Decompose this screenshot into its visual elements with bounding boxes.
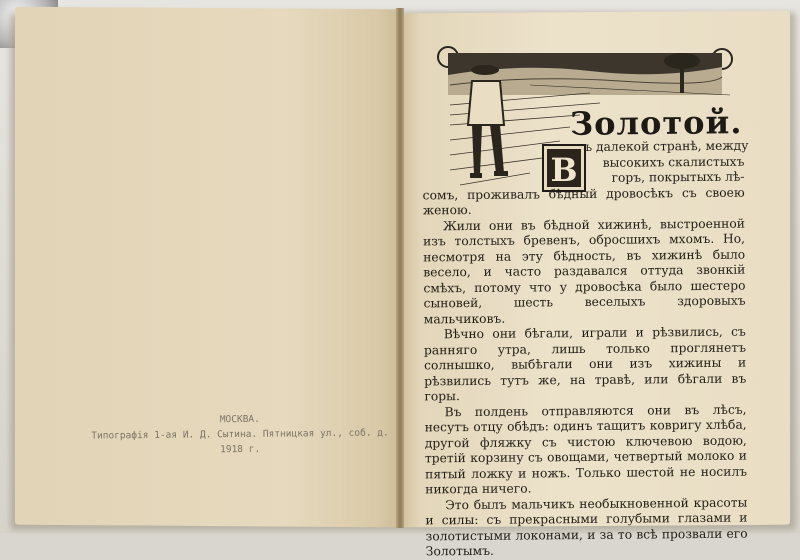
first-line-1: ъ далекой странѣ, между	[584, 138, 749, 154]
paragraph-4: Въ полдень отправляются они въ лѣсъ, несутъ отцу обѣдъ: одинъ тащитъ ковригу хлѣба, другой фляжку съ чистою ключевою водою, третій корзину съ овощами, четвертый молоко и пятый ложку и ножъ. Только шестой не носилъ никогда ничего.	[424, 402, 748, 497]
imprint-city: МОСКВА.	[219, 413, 260, 426]
drop-cap-letter: В	[550, 151, 578, 189]
first-line-2: высокихъ скалистыхъ	[602, 154, 745, 170]
story-text	[422, 139, 748, 560]
first-lines	[584, 138, 749, 187]
paragraph-1-tail: сомъ, проживалъ бѣдный дровосѣкъ съ своею женою.	[422, 185, 745, 218]
imprint-year: 1918 г.	[220, 443, 261, 456]
paragraph-3: Вѣчно они бѣгали, играли и рѣзвились, съ ранняго утра, лишь только проглянетъ солнышко, выбѣгали они изъ хижины и рѣзвились тутъ же, на травѣ, или бѣгали въ горы.	[423, 324, 747, 404]
first-line-3: горъ, покрытыхъ лѣ-	[611, 169, 745, 185]
printer-imprint	[80, 410, 400, 458]
story-title: Золотой.	[569, 103, 743, 143]
paragraph-2: Жили они въ бѣдной хижинѣ, выстроенной изъ толстыхъ бревенъ, обросшихъ мхомъ. Но, несмотря на эту бѣдность, въ хижинѣ было весело, и часто раздавался оттуда звонкій смѣхъ, потому что у дровосѣка было шестеро сыновей, шесть веселыхъ здоровыхъ мальчиковъ.	[422, 216, 746, 326]
imprint-printer: Типографія 1-ая И. Д. Сытина. Пятницкая ул., соб. д.	[91, 427, 389, 442]
paragraph-5: Это былъ мальчикъ необыкновенной красоты и силы: съ прекрасными голубыми глазами и золотистыми локонами, и за то всѣ прозвали его Золотымъ.	[425, 495, 748, 559]
